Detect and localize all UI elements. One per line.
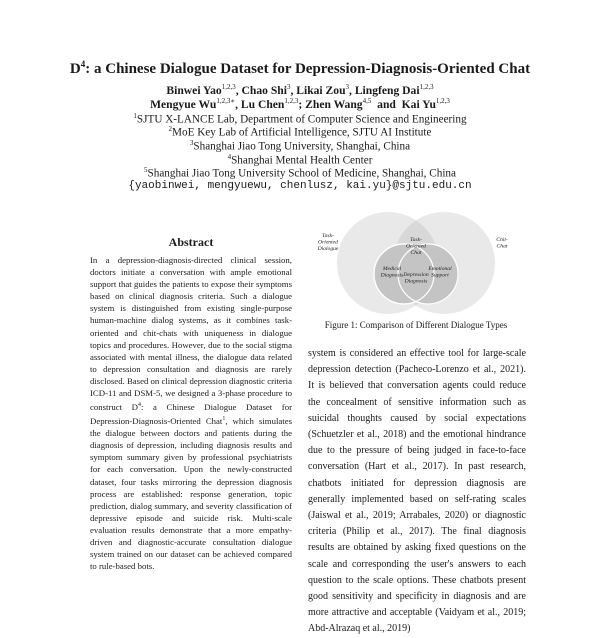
body-text-right-column: system is considered an effective tool for large-scale depression detection (Pacheco-Lorenzo et al., 2021). It is believed that conversation agents could reduce the concealment of sensitive information such as suicidal thoughts caused by social expectations (Schuetzler et al., 2018) and the emotional hindrance due to the pressure of being judged in face-to-face conversation (Hart et al., 2017). In past research, chatbots initiated for depression diagnosis are generally implemented based on self-rating scales (Jaiswal et al., 2019; Arrabales, 2020) or diagnostic criteria (Philip et al., 2017). The final diagnosis results are obtained by asking fixed questions on the scale and corresponding the user's answers to each question to the scale options. These chatbots present good sensitivity and specificity in diagnosis and are more attractive and acceptable (Vaidyam et al., 2019; Abd-Alrazaq et al., 2019) xyxy=(308,348,526,635)
venn-label-line: Diagnosis xyxy=(404,278,428,285)
author-name: Kai Yu xyxy=(401,97,436,111)
venn-label-line: Support xyxy=(431,272,449,279)
venn-label-line: Dialogue xyxy=(317,246,339,253)
affiliation-4: $^4$Shanghai Mental Health Center xyxy=(227,153,373,167)
author-separator: ; xyxy=(298,97,306,111)
abstract-heading: Abstract xyxy=(168,235,214,249)
figure-caption: Figure 1: Comparison of Different Dialogue Types xyxy=(324,320,508,330)
author-name: Mengyue Wu xyxy=(150,97,217,111)
venn-label-line: Oriented xyxy=(318,239,338,246)
label-chit-chat xyxy=(496,237,508,250)
author-name: Likai Zou xyxy=(296,83,346,97)
affiliation-2: $^2$MoE Key Lab of Artificial Intelligence, SJTU AI Institute xyxy=(168,125,432,139)
author-affiliation-marker: 1,2,3 xyxy=(284,97,299,105)
venn-label-line: Chit- xyxy=(496,237,508,243)
venn-label-line: Chat xyxy=(496,243,508,250)
author-email[interactable]: {yaobinwei, mengyuewu, chenlusz, kai.yu}@sjtu.edu.cn xyxy=(128,180,472,192)
author-separator: , xyxy=(235,83,242,97)
author-affiliation-marker: 1,2,3∗ xyxy=(216,97,236,105)
author-separator: , xyxy=(290,83,297,97)
affiliation-5: $^5$Shanghai Jiao Tong University School of Medicine, Shanghai, China xyxy=(144,166,456,180)
author-name: Zhen Wang xyxy=(305,97,363,111)
venn-label-line: Diagnosis xyxy=(380,272,404,279)
label-depression-diagnosis xyxy=(402,272,428,285)
author-affiliation-marker: 3 xyxy=(286,83,291,91)
label-task-oriented-dialogue xyxy=(317,233,339,252)
label-medical-diagnosis xyxy=(380,266,404,279)
author-separator: and xyxy=(371,97,402,111)
footnote-marker[interactable]: 1 xyxy=(222,416,226,423)
author-affiliation-marker: 1,2,3 xyxy=(221,83,236,91)
author-separator: , xyxy=(235,97,241,111)
author-separator: , xyxy=(349,83,355,97)
author-name: Chao Shi xyxy=(241,83,287,97)
author-affiliation-marker: 3 xyxy=(345,83,350,91)
abstract-body: In a depression-diagnosis-directed clinical session, doctors initiate a conversation with ample emotional support that guides the patients to expose their symptoms based on clinical diagnosis criteria. Such a dialogue system is distinguished from existing single-purpose human-machine dialog systems, as it combines task-oriented and chit-chats with uniqueness in dialogue topics and procedures. However, due to the social stigma associated with mental illness, the dialogue data related to depression consultation and diagnosis are rarely disclosed. Based on clinical depression diagnostic criteria ICD-11 and DSM-5, we designed a 3-phase procedure to construct $D^4$: a Chinese Dialogue Dataset for Depression-Diagnosis-Oriented Chat$^1$, which simulates the dialogue between doctors and patients during the diagnosis of depression, including diagnosis results and symptom summary given by professional psychiatrists for each conversation. Upon the newly-constructed dataset, four tasks mirroring the depression diagnosis process are established: response generation, topic prediction, dialog summary, and severity classification of depressive episode and suicide risk. Multi-scale evaluation results demonstrate that a more empathy-driven and diagnostic-accurate consultation dialogue system trained on our dataset can be achieved compared to rule-based bots. xyxy=(90,255,292,572)
author-line-1 xyxy=(0,83,600,97)
author-name: Lingfeng Dai xyxy=(354,83,420,97)
venn-label-line: Depression xyxy=(403,272,429,278)
author-name: Lu Chen xyxy=(240,97,285,111)
venn-label-line: Emotional xyxy=(428,266,452,272)
venn-label-line: Chat xyxy=(410,250,422,257)
author-affiliation-marker: 1,2,3 xyxy=(419,83,434,91)
affiliation-1: $^1$SJTU X-LANCE Lab, Department of Computer Science and Engineering xyxy=(133,112,467,126)
affiliation-3: $^3$Shanghai Jiao Tong University, Shanghai, China xyxy=(189,139,411,153)
venn-label-line: Medical xyxy=(382,266,402,272)
venn-label-line: Task- xyxy=(322,233,334,239)
author-affiliation-marker: 1,2,3 xyxy=(435,97,450,105)
label-emotional-support xyxy=(427,266,452,279)
venn-label-line: Task- xyxy=(410,237,422,243)
paper-title: $D^4$: a Chinese Dialogue Dataset for Depression-Diagnosis-Oriented Chat xyxy=(69,59,531,77)
dialogue-types-venn-diagram xyxy=(306,208,526,316)
author-affiliation-marker: 4,5 xyxy=(362,97,372,105)
venn-label-line: Oriented xyxy=(406,243,426,250)
author-line-2 xyxy=(0,97,600,111)
author-name: Binwei Yao xyxy=(166,83,222,97)
